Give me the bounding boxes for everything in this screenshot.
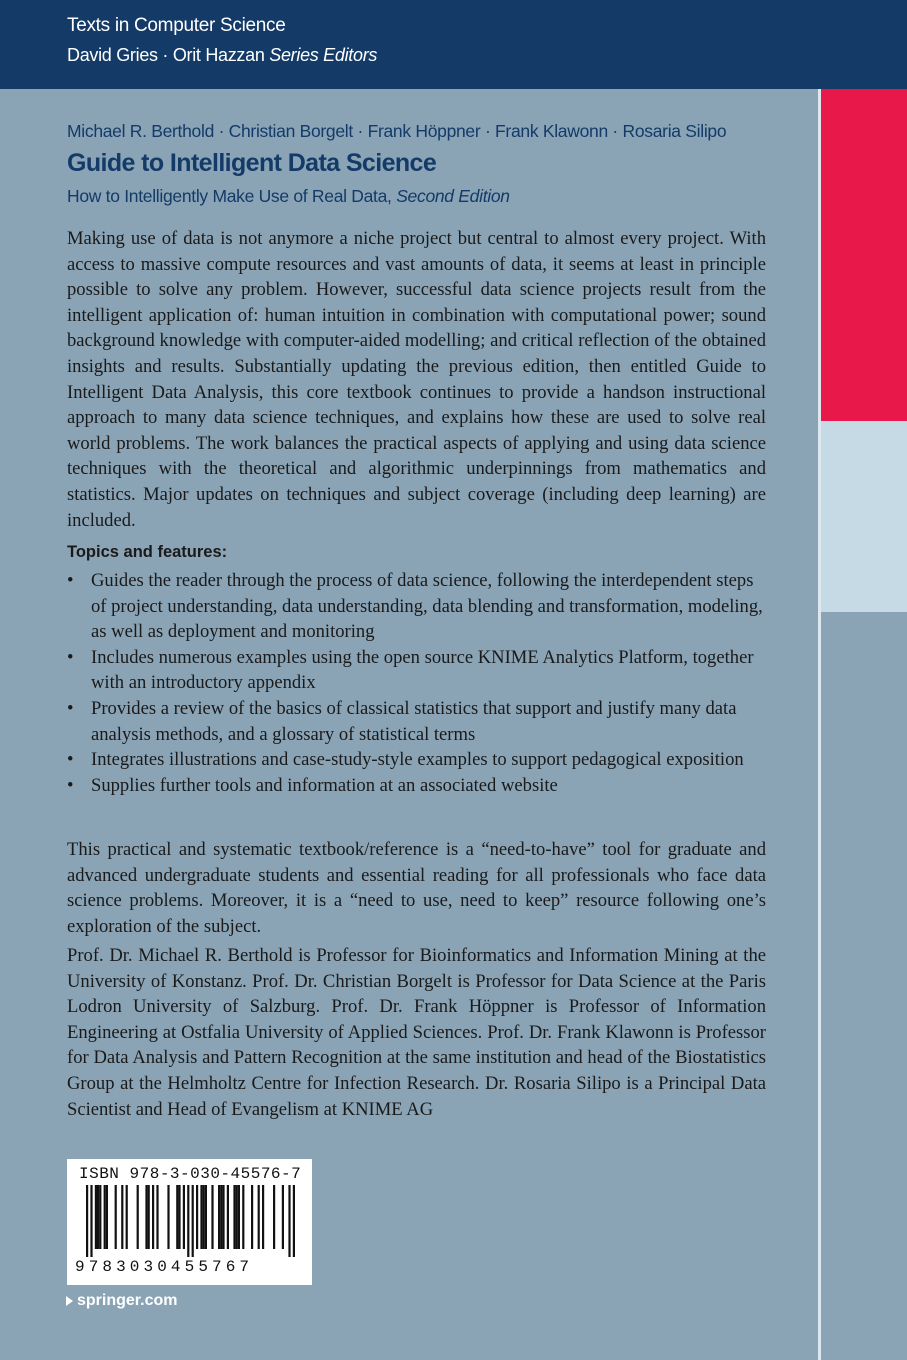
feature-item (67, 568, 766, 645)
barcode-bar (104, 1185, 106, 1249)
feature-text: Supplies further tools and information at an associated website (91, 774, 558, 796)
barcode-bar (86, 1185, 88, 1257)
barcode-bar (220, 1185, 222, 1249)
feature-item (67, 645, 766, 696)
bullet-icon: • (67, 697, 74, 719)
series-banner (0, 0, 907, 89)
barcode-bar (152, 1185, 154, 1249)
barcode-bar (167, 1185, 169, 1249)
book-subtitle-text: How to Intelligently Make Use of Real Data, (67, 186, 392, 206)
closing-paragraph: This practical and systematic textbook/reference is a “need-to-have” tool for graduate and advanced undergraduate students and essential reading for all professionals who face data science problems. Moreover, it is a “need to use, need to keep” resource following one’s exploration of the subject. (67, 839, 766, 937)
barcode-bar (273, 1185, 275, 1249)
barcode-bar (218, 1185, 220, 1249)
barcode-bar (115, 1185, 117, 1249)
isbn-barcode (67, 1159, 312, 1285)
barcode-bar (227, 1185, 229, 1249)
barcode-bars (75, 1185, 303, 1257)
series-title: Texts in Computer Science (67, 15, 286, 36)
barcode-bar (238, 1185, 240, 1249)
barcode-bar (183, 1185, 185, 1249)
publisher-link[interactable] (66, 1292, 177, 1310)
barcode-bar (233, 1185, 235, 1249)
ean-digits: 9783030455767 (75, 1258, 254, 1276)
book-title: Guide to Intelligent Data Science (67, 149, 437, 177)
features-list (67, 568, 766, 798)
barcode-bar (293, 1185, 295, 1257)
author-bio: Prof. Dr. Michael R. Berthold is Professor for Bioinformatics and Information Mining at the University of Konstanz. Prof. Dr. Christian Borgelt is Professor for Data Science at the Paris Lodron University of Salzburg. Prof. Dr. Frank Höppner is Professor of Information Engineering at Ostfalia University of Applied Sciences. Prof. Dr. Frank Klawonn is Professor for Data Analysis and Pattern Recognition at the same institution and head of the Biostatistics Group at the Helmholtz Centre for Infection Research. Dr. Rosaria Silipo is a Principal Data Scientist and Head of Evangelism at KNIME AG (67, 945, 766, 1120)
barcode-bar (196, 1185, 198, 1249)
book-authors: Michael R. Berthold · Christian Borgelt · Frank Höppner · Frank Klawonn · Rosaria Silipo (67, 121, 727, 141)
bullet-icon: • (67, 774, 74, 796)
topics-heading: Topics and features: (67, 543, 228, 561)
series-editors-names: David Gries · Orit Hazzan (67, 45, 265, 65)
barcode-bar (176, 1185, 178, 1249)
barcode-bar (205, 1185, 207, 1249)
barcode-bar (178, 1185, 180, 1249)
barcode-bar (242, 1185, 244, 1249)
barcode-bar (137, 1185, 139, 1249)
feature-item (67, 773, 766, 799)
book-edition: Second Edition (396, 186, 510, 206)
arrow-right-icon (66, 1296, 73, 1306)
barcode-bar (106, 1185, 108, 1249)
barcode-bar (251, 1185, 253, 1249)
bullet-icon: • (67, 646, 74, 668)
barcode-bar (90, 1185, 92, 1257)
barcode-bar (258, 1185, 260, 1249)
feature-item (67, 696, 766, 747)
barcode-bar (187, 1185, 189, 1257)
barcode-bar (200, 1185, 202, 1249)
barcode-bar (148, 1185, 150, 1249)
feature-text: Includes numerous examples using the open source KNIME Analytics Platform, together with an introductory appendix (91, 646, 754, 694)
side-accent-light-block (821, 421, 907, 612)
barcode-bar (126, 1185, 128, 1249)
publisher-text: springer.com (77, 1292, 178, 1309)
bullet-icon: • (67, 570, 74, 591)
book-description: Making use of data is not anymore a niche project but central to almost every project. With access to massive compute resources and vast amounts of data, it seems at least in principle possible to solve any problem. However, successful data science projects result from the intelligent application of: human intuition in combination with computational power; sound background knowledge with computer-aided modelling; and critical reflection of the obtained insights and results. Substantially updating the previous edition, then entitled Guide to Intelligent Data Analysis, this core textbook continues to provide a handson instructional approach to many data science techniques, and explains how these are used to solve real world problems. The work balances the practical aspects of applying and using data science techniques with the theoretical and algorithmic underpinnings from mathematics and statistics. Major updates on techniques and subject coverage (including deep learning) are included. (67, 228, 766, 531)
barcode-bar (97, 1185, 99, 1249)
side-accent-red-block (821, 89, 907, 421)
feature-text: Guides the reader through the process of data science, following the interdependent steps of project understanding, data understanding, data blending and transformation, modeling, as well as deployment and monitoring (91, 570, 763, 643)
barcode-bar (121, 1185, 123, 1249)
series-editors-role: Series Editors (269, 45, 378, 65)
barcode-bar (288, 1185, 290, 1257)
barcode-bar (236, 1185, 238, 1249)
barcode-bar (262, 1185, 264, 1249)
bullet-icon: • (67, 749, 74, 771)
feature-text: Integrates illustrations and case-study-style examples to support pedagogical exposition (91, 749, 744, 771)
isbn-text: ISBN 978-3-030-45576-7 (79, 1165, 302, 1183)
series-editors (67, 45, 377, 66)
barcode-bar (203, 1185, 205, 1249)
feature-text: Provides a review of the basics of classical statistics that support and justify many data analysis methods, and a glossary of statistical terms (91, 697, 737, 745)
barcode-bar (282, 1185, 284, 1249)
barcode-bar (145, 1185, 147, 1249)
barcode-bar (95, 1185, 97, 1249)
barcode-bar (222, 1185, 224, 1249)
feature-item (67, 747, 766, 773)
barcode-bar (99, 1185, 101, 1249)
barcode-bar (156, 1185, 158, 1249)
barcode-bar (192, 1185, 194, 1257)
barcode-bar (211, 1185, 213, 1249)
book-subtitle (67, 186, 510, 207)
